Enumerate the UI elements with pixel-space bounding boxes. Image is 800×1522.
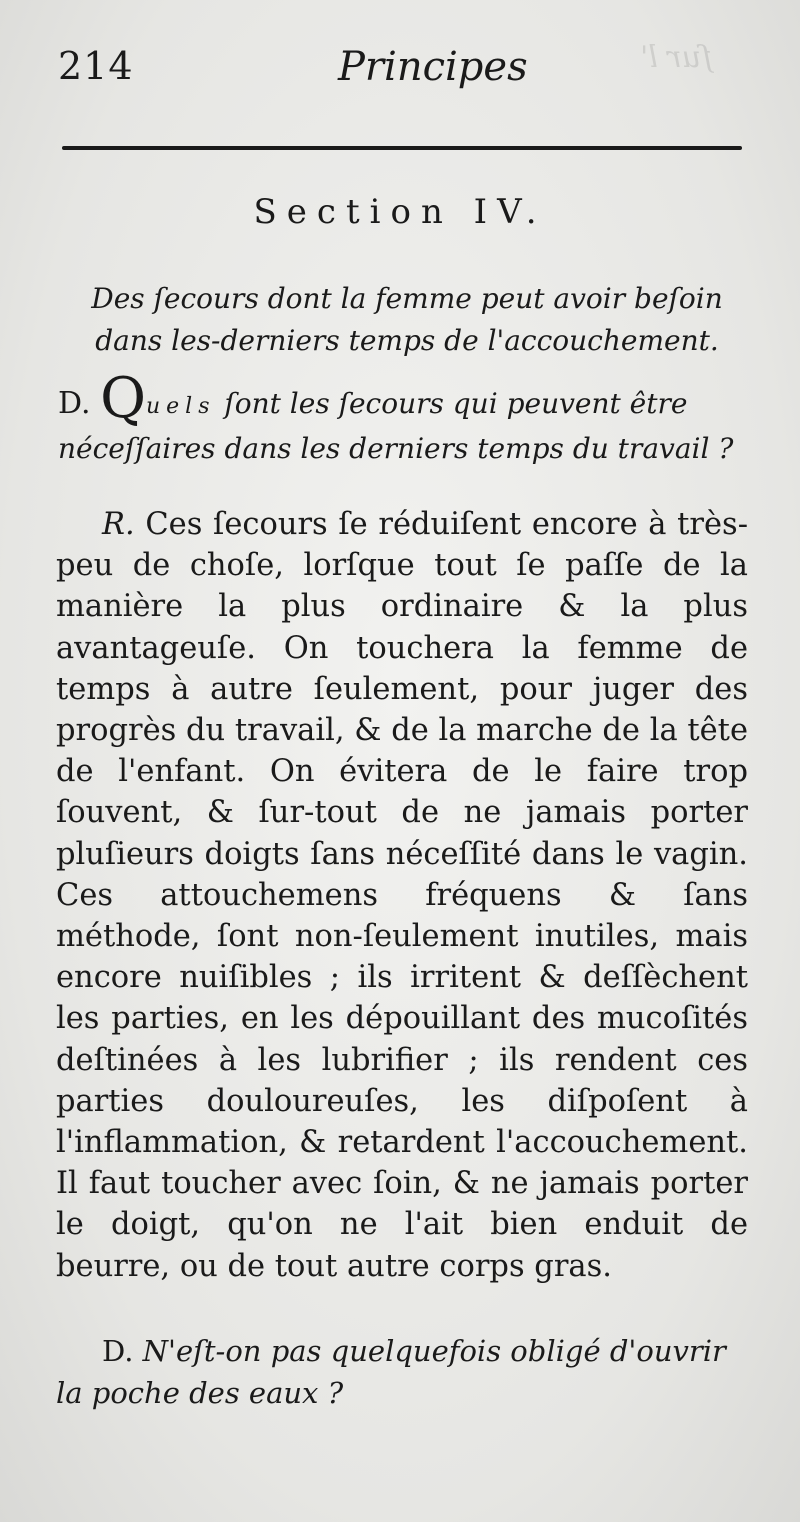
question-label: D. bbox=[58, 386, 101, 421]
section-title: Section IV. bbox=[253, 192, 547, 232]
question-text: ſont les ſecours qui peuvent être néceſſaires dans les derniers temps du travail ? bbox=[58, 387, 734, 465]
answer-text: Ces ſecours ſe réduiſent encore à très-peu de choſe, lorſque tout ſe paſſe de la manière la plus ordinaire & la plus avantageuſe. On touchera la femme de temps à autre ſeulement, pour juger des progrès du travail, & de la marche de la tête de l'enfant. On évitera de le faire trop ſouvent, & ſur-tout de ne jamais porter pluſieurs doigts ſans néceſſité dans le vagin. Ces attouchemens fréquens & ſans méthode, ſont non-ſeulement inutiles, mais encore nuiſibles ; ils irritent & deſſèchent les parties, en les dépouillant des mucoſités deſtinées à les lubrifier ; ils rendent ces parties douloureuſes, les diſpoſent à l'inflammation, & retardent l'accouchement. Il faut toucher avec ſoin, & ne jamais porter le doigt, qu'on ne l'ait bien enduit de beurre, ou de tout autre corps gras. bbox=[56, 507, 749, 1284]
question-label-2: D. bbox=[102, 1334, 143, 1368]
header-rule bbox=[62, 146, 742, 150]
question-paragraph-2 bbox=[56, 1330, 756, 1414]
page-number: 214 bbox=[58, 44, 134, 88]
answer-paragraph bbox=[56, 504, 748, 1287]
answer-label: R. bbox=[102, 507, 146, 542]
small-caps-word: uels bbox=[145, 394, 216, 419]
drop-cap: Q bbox=[100, 366, 146, 431]
show-through-text: ſur l' bbox=[640, 40, 713, 75]
page-header bbox=[58, 44, 748, 104]
section-subtitle: Des ſecours dont la femme peut avoir beſoin dans les-derniers temps de l'accouchement. bbox=[91, 282, 723, 357]
question-text-2: N'eſt-on pas quelquefois obligé d'ouvrir la poche des eaux ? bbox=[56, 1334, 726, 1410]
running-head: Principes bbox=[338, 44, 528, 90]
question-paragraph bbox=[58, 366, 758, 470]
